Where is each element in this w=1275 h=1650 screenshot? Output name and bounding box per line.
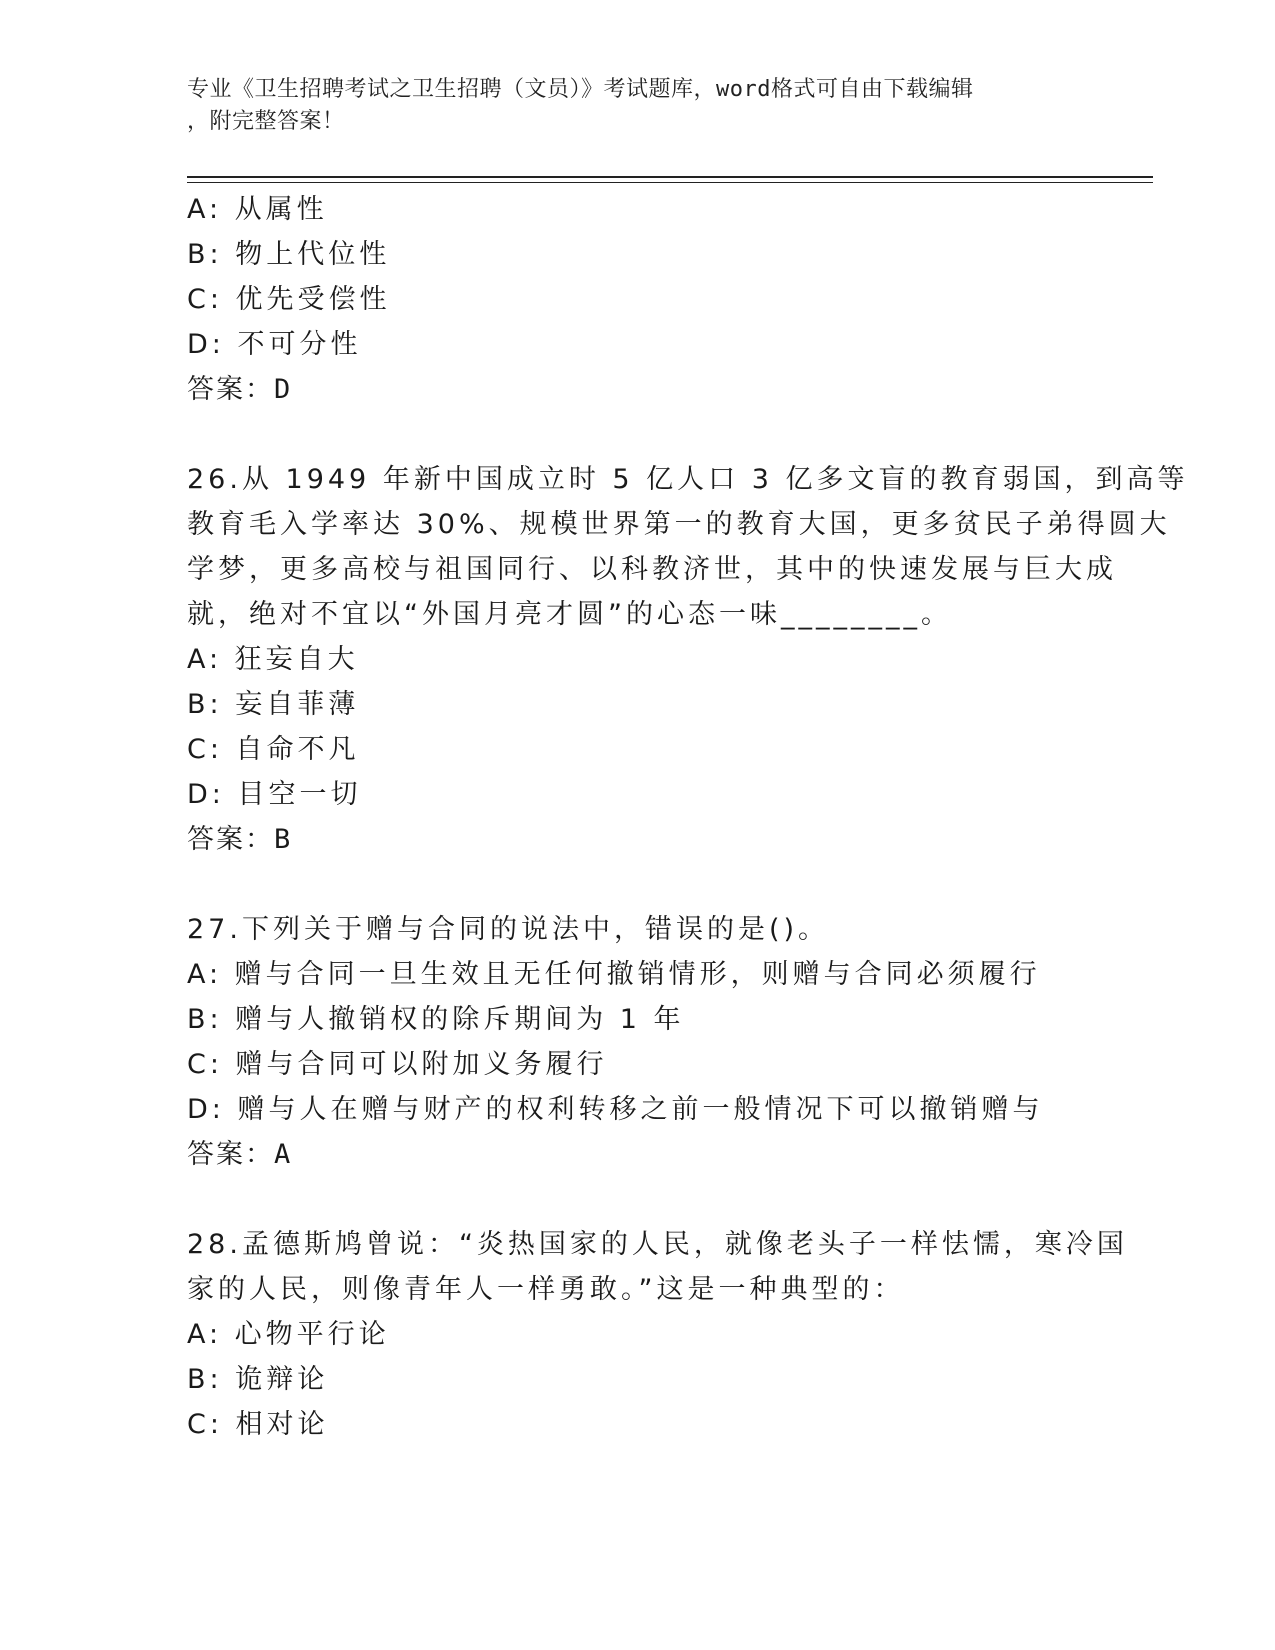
q25-option-b: B: 物上代位性 xyxy=(187,239,391,270)
q26-stem-line-2: 教育毛入学率达 30%、规模世界第一的教育大国，更多贫民子弟得圆大 xyxy=(187,509,1171,540)
q27-answer-value: A xyxy=(274,1139,291,1170)
q26-option-b: B: 妄自菲薄 xyxy=(187,689,360,720)
q26-option-c: C: 自命不凡 xyxy=(187,734,360,765)
header-rule-thick xyxy=(187,176,1153,178)
q25-option-c: C: 优先受偿性 xyxy=(187,284,391,315)
q27-answer xyxy=(187,1137,290,1173)
header-line-1: 专业《卫生招聘考试之卫生招聘（文员）》考试题库，word格式可自由下载编辑 xyxy=(187,77,974,102)
header-rule-thin xyxy=(187,182,1153,183)
q26-answer-label: 答案： xyxy=(187,824,274,855)
q27-option-a: A: 赠与合同一旦生效且无任何撤销情形，则赠与合同必须履行 xyxy=(187,959,1041,990)
q27-answer-label: 答案： xyxy=(187,1139,274,1170)
q27-option-c: C: 赠与合同可以附加义务履行 xyxy=(187,1049,608,1080)
page-header xyxy=(187,74,1087,138)
q25-answer-value: D xyxy=(274,374,291,405)
q26-stem-line-3: 学梦，更多高校与祖国同行、以科教济世，其中的快速发展与巨大成 xyxy=(187,554,1117,585)
q26-option-d: D: 目空一切 xyxy=(187,779,362,810)
header-line-2: ，附完整答案！ xyxy=(187,109,345,134)
q27-option-b: B: 赠与人撤销权的除斥期间为 1 年 xyxy=(187,1004,685,1035)
q28-stem-line-1: 28.孟德斯鸠曾说：“炎热国家的人民，就像老头子一样怯懦，寒冷国 xyxy=(187,1229,1128,1260)
q27-option-d: D: 赠与人在赠与财产的权利转移之前一般情况下可以撤销赠与 xyxy=(187,1094,1044,1125)
q26-stem-line-1: 26.从 1949 年新中国成立时 5 亿人口 3 亿多文盲的教育弱国，到高等 xyxy=(187,464,1189,495)
q28-option-b: B: 诡辩论 xyxy=(187,1364,329,1395)
q26-answer xyxy=(187,822,290,858)
q28-option-c: C: 相对论 xyxy=(187,1409,329,1440)
q25-answer-label: 答案： xyxy=(187,374,274,405)
q26-answer-value: B xyxy=(274,824,291,855)
q26-option-a: A: 狂妄自大 xyxy=(187,644,359,675)
q27-stem-line-1: 27.下列关于赠与合同的说法中，错误的是()。 xyxy=(187,914,830,945)
q25-option-a: A: 从属性 xyxy=(187,194,328,225)
q26-stem-line-4: 就，绝对不宜以“外国月亮才圆”的心态一味________。 xyxy=(187,599,952,630)
q28-option-a: A: 心物平行论 xyxy=(187,1319,390,1350)
q25-option-d: D: 不可分性 xyxy=(187,329,362,360)
q25-answer xyxy=(187,372,290,408)
q28-stem-line-2: 家的人民，则像青年人一样勇敢。”这是一种典型的： xyxy=(187,1274,905,1305)
